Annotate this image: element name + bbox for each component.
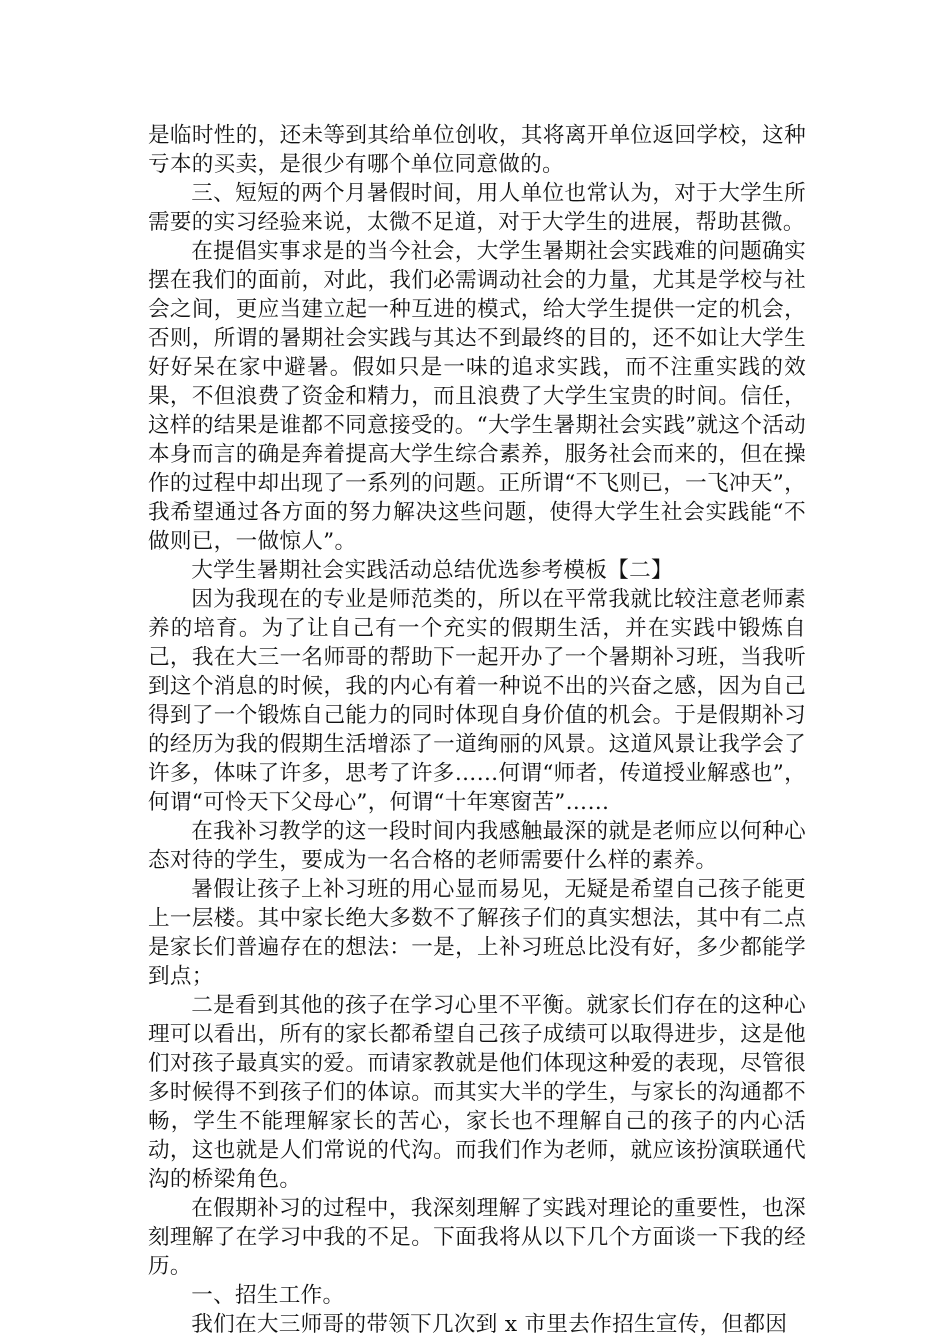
paragraph-9: 在假期补习的过程中，我深刻理解了实践对理论的重要性，也深刻理解了在学习中我的不足。下面我将从以下几个方面谈一下我的经历。: [148, 1196, 806, 1279]
document-body: [148, 121, 806, 1339]
subheading-recruitment: 一、招生工作。: [191, 1283, 345, 1308]
paragraph-2: 三、短短的两个月暑假时间，用人单位也常认为，对于大学生所需要的实习经验来说，太微不足道，对于大学生的进展，帮助甚微。: [148, 181, 806, 235]
paragraph-3: 在提倡实事求是的当今社会，大学生暑期社会实践难的问题确实摆在我们的面前，对此，我们必需调动社会的力量，尤其是学校与社会之间，更应当建立起一种互进的模式，给大学生提供一定的机会，否则，所谓的暑期社会实践与其达不到最终的目的，还不如让大学生好好呆在家中避暑。假如只是一味的追求实践，而不注重实践的效果，不但浪费了资金和精力，而且浪费了大学生宝贵的时间。信任，这样的结果是谁都不同意接受的。“大学生暑期社会实践”就这个活动本身而言的确是奔着提高大学生综合素养，服务社会而来的，但在操作的过程中却出现了一系列的问题。正所谓“不飞则已，一飞冲天”，我希望通过各方面的努力解决这些问题，使得大学生社会实践能“不做则已，一做惊人”。: [148, 239, 806, 554]
paragraph-1: 是临时性的，还未等到其给单位创收，其将离开单位返回学校，这种亏本的买卖，是很少有哪个单位同意做的。: [148, 123, 806, 177]
paragraph-5: 因为我现在的专业是师范类的，所以在平常我就比较注意老师素养的培育。为了让自己有一个充实的假期生活，并在实践中锻炼自己，我在大三一名师哥的帮助下一起开办了一个暑期补习班，当我听到这个消息的时候，我的内心有着一种说不出的兴奋之感，因为自己得到了一个锻炼自己能力的同时体现自身价值的机会。于是假期补习的经历为我的假期生活增添了一道绚丽的风景。这道风景让我学会了许多，体味了许多，思考了许多……何谓“师者，传道授业解惑也”，何谓“可怜天下父母心”，何谓“十年寒窗苦”……: [148, 587, 806, 815]
paragraph-6: 在我补习教学的这一段时间内我感触最深的就是老师应以何种心态对待的学生，要成为一名合格的老师需要什么样的素养。: [148, 819, 806, 873]
section-heading: 大学生暑期社会实践活动总结优选参考模板【二】: [191, 558, 673, 583]
paragraph-11: 我们在大三师哥的带领下几次到 x 市里去作招生宣传，但都因: [191, 1312, 788, 1337]
paragraph-7: 暑假让孩子上补习班的用心显而易见，无疑是希望自己孩子能更上一层楼。其中家长绝大多数不了解孩子们的真实想法，其中有二点是家长们普遍存在的想法：一是，上补习班总比没有好，多少都能学到点；: [148, 877, 806, 989]
paragraph-8: 二是看到其他的孩子在学习心里不平衡。就家长们存在的这种心理可以看出，所有的家长都希望自己孩子成绩可以取得进步，这是他们对孩子最真实的爱。而请家教就是他们体现这种爱的表现，尽管很多时候得不到孩子们的体谅。而其实大半的学生，与家长的沟通都不畅，学生不能理解家长的苦心，家长也不理解自己的孩子的内心活动，这也就是人们常说的代沟。而我们作为老师，就应该扮演联通代沟的桥梁角色。: [148, 993, 806, 1192]
